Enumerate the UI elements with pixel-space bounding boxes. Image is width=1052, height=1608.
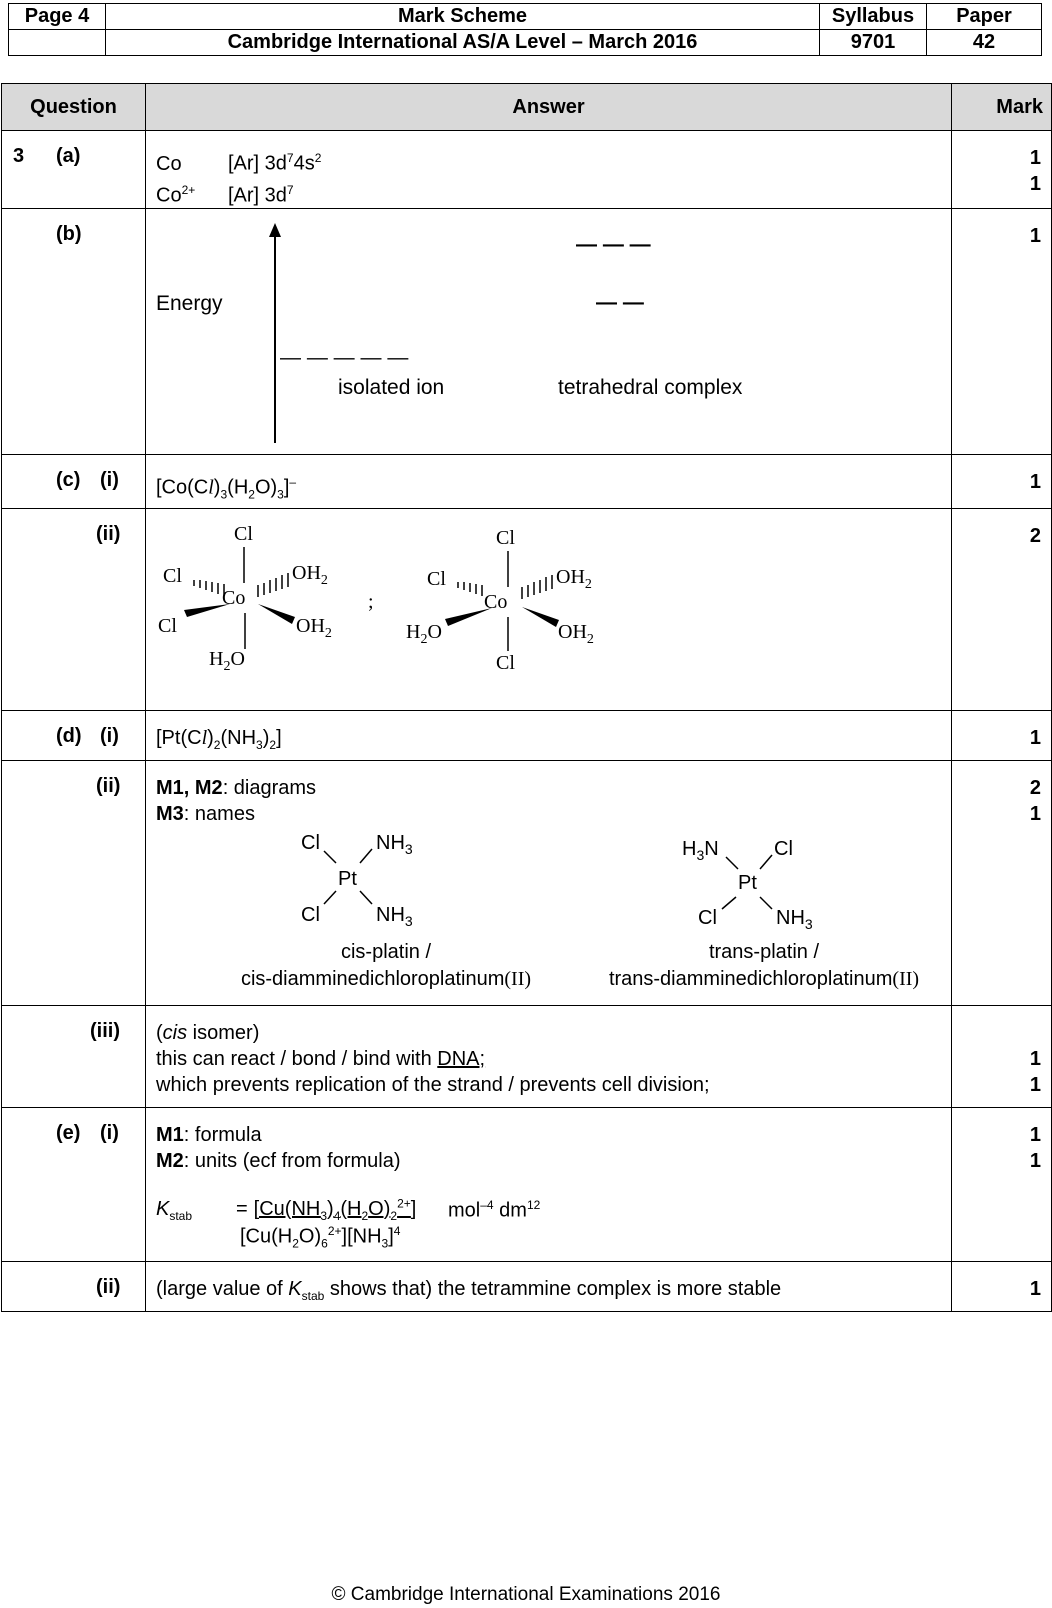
row-3d-iii xyxy=(2,1005,1052,1107)
subpart-label: (i) xyxy=(100,724,119,747)
platinum-complex-formula: $[Pt(Cl)_2(NH_3)_2]$ xyxy=(156,726,282,752)
svg-text:Cl: Cl xyxy=(427,567,446,590)
question-number: 3 xyxy=(13,145,25,167)
row-3a xyxy=(2,131,1052,209)
syllabus-code: 9701 xyxy=(820,30,927,56)
column-question: Question xyxy=(2,84,146,131)
isomer-structures-cell xyxy=(146,508,952,710)
document-title: Mark Scheme xyxy=(106,4,820,30)
hashed-bond-ul xyxy=(458,582,482,596)
answer-cell: (large value of $K_{stab}$ shows that) the tetrammine complex is more stable xyxy=(146,1261,952,1311)
fac-isomer xyxy=(158,523,332,674)
svg-text:Cl: Cl xyxy=(163,564,182,587)
mark-cell: 2 1 xyxy=(952,760,1052,1005)
svg-text:OH2: $OH_2$ xyxy=(296,614,332,641)
hashed-bond-ur xyxy=(522,575,552,599)
lower-orbital-levels: — — xyxy=(596,291,644,315)
mark-cell: 1 xyxy=(952,710,1052,760)
cobalt-ion-config: $Co^{2+}$ [Ar] $3d^7$ xyxy=(156,182,294,207)
question-cell xyxy=(2,508,146,710)
subpart-label: (ii) xyxy=(96,1275,121,1298)
cobalt-config: Co [Ar] $3d^74s^2$ xyxy=(156,151,322,175)
subpart-label: (iii) xyxy=(90,1019,120,1042)
part-label: (d) xyxy=(56,724,82,747)
equals-sign: = xyxy=(236,1197,248,1220)
subpart-label: (ii) xyxy=(96,522,121,545)
svg-text:NH3: $NH_3$ xyxy=(376,831,413,857)
copyright-footer: © Cambridge International Examinations 2016 xyxy=(331,1584,721,1605)
subpart-label: (ii) xyxy=(96,774,121,797)
svg-text:H2O: $H_2O$ xyxy=(406,620,442,647)
svg-text:Cl: Cl xyxy=(301,831,320,854)
question-cell xyxy=(2,1261,146,1311)
svg-text:Pt: Pt xyxy=(738,871,757,894)
cis-platin-structure xyxy=(301,832,413,929)
row-3c-i xyxy=(2,455,1052,509)
svg-text:Cl: Cl xyxy=(774,837,793,860)
mark-scheme-table xyxy=(1,83,1052,1312)
svg-text:NH3: $NH_3$ xyxy=(376,903,413,929)
isomer-separator: ; xyxy=(368,590,374,613)
svg-text:Cl: Cl xyxy=(234,522,253,545)
part-label: (b) xyxy=(56,223,82,246)
part-label: (a) xyxy=(56,145,81,167)
octahedral-isomers xyxy=(146,509,952,711)
svg-text:Cl: Cl xyxy=(698,906,717,929)
energy-label: Energy xyxy=(156,292,223,316)
svg-text:OH2: $OH_2$ xyxy=(558,620,594,647)
syllabus-label: Syllabus xyxy=(820,4,927,30)
energy-diagram xyxy=(146,209,952,455)
mark-cell: 1 xyxy=(952,209,1052,455)
subpart-label: (i) xyxy=(100,469,119,492)
part-label: (c) xyxy=(56,469,81,492)
svg-text:H2O: $H_2O$ xyxy=(209,647,245,674)
mark-cell: 1 xyxy=(952,1261,1052,1311)
question-cell xyxy=(2,1107,146,1261)
svg-text:Cl: Cl xyxy=(496,651,515,674)
question-cell xyxy=(2,455,146,509)
energy-diagram-cell xyxy=(146,209,952,455)
column-answer: Answer xyxy=(146,84,952,131)
k-stab-symbol: $K_{stab}$ xyxy=(156,1197,193,1223)
answer-cell: (cis isomer) this can react / bond / bind with DNA; which prevents replication of the strand / prevents cell division; xyxy=(146,1005,952,1107)
cis-trans-cell: M1, M2: diagrams M3: names Cl $NH_3$ Pt Cl $NH_3$ $H_3N$ Cl Pt Cl $NH_3$ cis-platin / cis-diamminedichloroplatinum(II) trans-platin / trans-diamminedichloroplatinum(II) xyxy=(146,760,952,1005)
mark-cell: 1 xyxy=(952,455,1052,509)
document-subtitle: Cambridge International AS/A Level – March 2016 xyxy=(106,30,820,56)
mer-isomer xyxy=(406,527,594,674)
svg-text:Cl: Cl xyxy=(301,903,320,926)
svg-text:Co: Co xyxy=(222,586,246,609)
svg-text:OH2: $OH_2$ xyxy=(556,565,592,592)
trans-platin-name: trans-platin / trans-diamminedichloroplatinum(II) xyxy=(608,940,920,990)
svg-text:OH2: $OH_2$ xyxy=(292,561,328,588)
wedge-bond-lr xyxy=(522,607,559,627)
mark-cell: 1 1 xyxy=(952,131,1052,209)
row-3e-ii xyxy=(2,1261,1052,1311)
part-label: (e) xyxy=(56,1121,81,1144)
hashed-bond-ul xyxy=(194,580,224,596)
mark-cell: 1 1 xyxy=(952,1107,1052,1261)
answer-cell xyxy=(146,455,952,509)
column-mark: Mark xyxy=(952,84,1052,131)
svg-text:H3N: $H_3N$ xyxy=(682,837,719,863)
question-cell xyxy=(2,131,146,209)
mark-cell: 2 xyxy=(952,508,1052,710)
mark-cell: 1 1 xyxy=(952,1005,1052,1107)
isolated-ion-label: isolated ion xyxy=(338,376,445,400)
cobalt-complex-formula: $[Co(Cl)_3(H_2O)_3]^-$ xyxy=(156,475,297,502)
stability-constant-cell: M1: formula M2: units (ecf from formula) $K_{stab}$ = $[Cu(NH_3)_4(H_2O)_2^{2+}]$ $[Cu(H_2O)_6^{2+}][NH_3]^4$ mol$^{-4}$ $dm^{12}$ xyxy=(146,1107,952,1261)
answer-cell xyxy=(146,710,952,760)
upper-orbital-levels: — — — xyxy=(576,233,651,257)
arrowhead-icon xyxy=(269,223,281,237)
k-stab-denominator: $[Cu(H_2O)_6^{2+}][NH_3]^4$ xyxy=(240,1223,401,1251)
question-cell xyxy=(2,760,146,1005)
subpart-label: (i) xyxy=(100,1121,119,1144)
hashed-bond-ur xyxy=(258,573,288,597)
row-3d-i xyxy=(2,710,1052,760)
row-3d-ii xyxy=(2,760,1052,1005)
trans-platin-structure xyxy=(682,838,813,932)
header-table xyxy=(8,3,1042,56)
row-3e-i xyxy=(2,1107,1052,1261)
svg-text:Cl: Cl xyxy=(158,614,177,637)
question-cell xyxy=(2,710,146,760)
row-3b xyxy=(2,209,1052,455)
tetrahedral-label: tetrahedral complex xyxy=(558,376,743,400)
cis-platin-name: cis-platin / cis-diamminedichloroplatinum(II) xyxy=(240,940,532,990)
isolated-ion-levels: — — — — — xyxy=(280,346,409,370)
page-number: Page 4 xyxy=(9,4,106,30)
paper-code: 42 xyxy=(927,30,1042,56)
header-empty xyxy=(9,30,106,56)
answer-cell xyxy=(146,131,952,209)
k-stab-units: mol$^{-4}$ $dm^{12}$ xyxy=(448,1197,541,1222)
svg-text:Co: Co xyxy=(484,590,508,613)
k-stab-numerator: $[Cu(NH_3)_4(H_2O)_2^{2+}]$ xyxy=(253,1195,417,1223)
svg-text:NH3: $NH_3$ xyxy=(776,906,813,932)
question-cell xyxy=(2,209,146,455)
question-cell xyxy=(2,1005,146,1107)
wedge-bond-lr xyxy=(258,604,295,624)
svg-text:Cl: Cl xyxy=(496,526,515,549)
paper-label: Paper xyxy=(927,4,1042,30)
row-3c-ii xyxy=(2,508,1052,710)
svg-text:Pt: Pt xyxy=(338,867,357,890)
